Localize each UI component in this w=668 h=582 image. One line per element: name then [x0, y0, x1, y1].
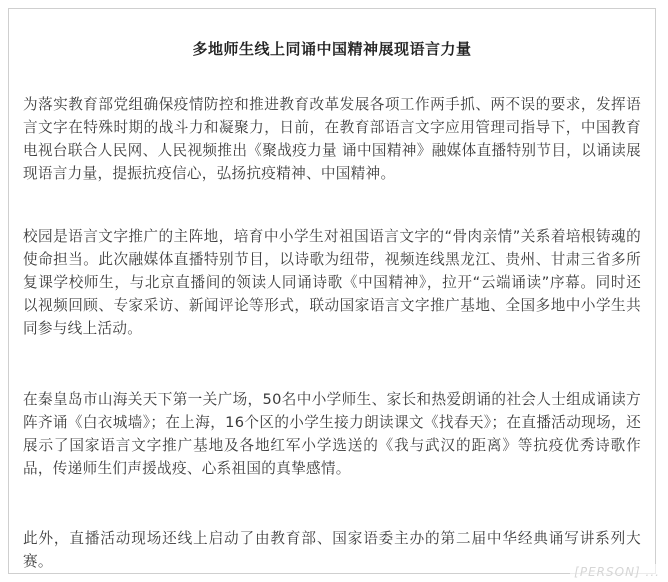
- article-paragraph-4: 此外，直播活动现场还线上启动了由教育部、国家语委主办的第二届中华经典诵写讲系列大赛。: [23, 530, 641, 570]
- article-paragraph-1: 为落实教育部党组确保疫情防控和推进教育改革发展各项工作两手抓、两不误的要求，发挥语言文字在特殊时期的战斗力和凝聚力，日前，在教育部语言文字应用管理司指导下，中国教育电视台联合人民网、人民视频推出《聚战疫力量 诵中国精神》融媒体直播特别节目，以诵读展现语言力量，提振抗疫信心，弘扬抗疫精神、中国精神。: [23, 96, 641, 182]
- article-title: 多地师生线上同诵中国精神展现语言力量: [192, 40, 472, 58]
- watermark: [PERSON] ...: [570, 564, 664, 580]
- article-paragraph-2: 校园是语言文字推广的主阵地，培育中小学生对祖国语言文字的“骨肉亲情”关系着培根铸魂的使命担当。此次融媒体直播特别节目，以诗歌为纽带，视频连线黑龙江、贵州、甘肃三省多所复课学校师生，与北京直播间的领读人同诵诗歌《中国精神》，拉开“云端诵读”序幕。同时还以视频回顾、专家采访、新闻评论等形式，联动国家语言文字推广基地、全国多地中小学生共同参与线上活动。: [23, 228, 641, 337]
- article-paragraph-3: 在秦皇岛市山海关天下第一关广场，50名中小学师生、家长和热爱朗诵的社会人士组成诵读方阵齐诵《白衣城墙》；在上海，16个区的小学生接力朗读课文《找春天》；在直播活动现场，还展示了国家语言文字推广基地及各地红军小学选送的《我与武汉的距离》等抗疫优秀诗歌作品，传递师生们声援战疫、心系祖国的真挚感情。: [23, 391, 641, 477]
- article-frame: [8, 8, 656, 574]
